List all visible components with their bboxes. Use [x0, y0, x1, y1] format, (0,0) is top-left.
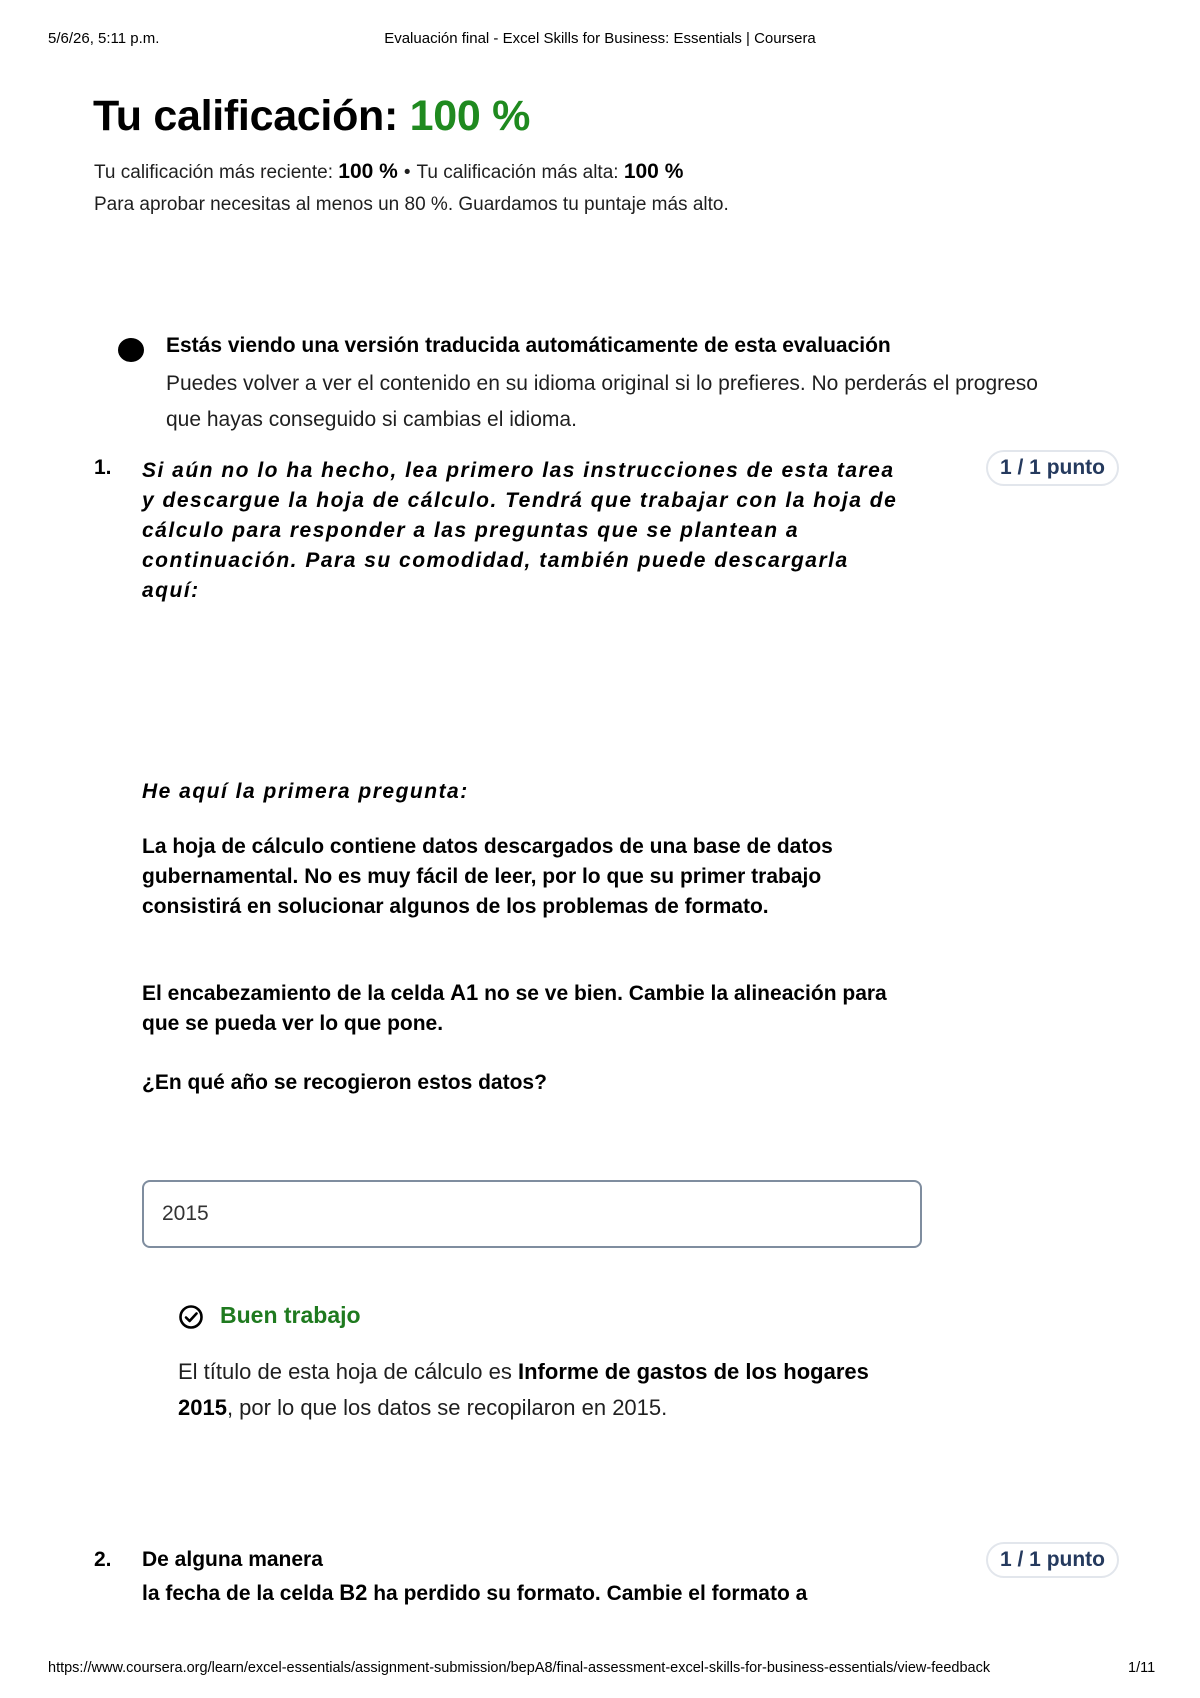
recent-grade-label: Tu calificación más reciente: [94, 162, 339, 183]
print-header [0, 30, 1200, 50]
grade-title [93, 92, 530, 141]
question-1-subheading: He aquí la primera pregunta: [142, 780, 469, 803]
feedback-prefix: El título de esta hoja de cálculo es [178, 1359, 518, 1384]
question-2-line-2 [142, 1580, 807, 1606]
feedback-body [178, 1354, 898, 1426]
answer-input[interactable] [142, 1180, 922, 1248]
paragraph-2-prefix: El encabezamiento de la celda [142, 982, 451, 1005]
highest-grade-label: Tu calificación más alta: [416, 162, 624, 183]
question-1-paragraph-1: La hoja de cálculo contiene datos descargados de una base de datos gubernamental. No es muy fácil de leer, por lo que su primer trabajo consistirá en solucionar algunos de los problemas de formato. [142, 835, 833, 918]
translation-notice-body: Puedes volver a ver el contenido en su idioma original si lo prefieres. No perderás el progreso que hayas conseguido si cambias el idioma. [166, 372, 1038, 431]
grade-value: 100 % [409, 92, 531, 140]
question-2-number: 2. [94, 1548, 112, 1571]
question-1-prompt: ¿En qué año se recogieron estos datos? [142, 1071, 547, 1094]
cell-reference-b2: B2 [339, 1580, 368, 1605]
feedback-suffix: , por lo que los datos se recopilaron en 2015. [226, 1395, 668, 1420]
grade-label: Tu calificación: [93, 92, 410, 140]
feedback-title: Buen trabajo [220, 1302, 361, 1328]
question-1-paragraph-2 [142, 978, 922, 1039]
answer-value: 2015 [162, 1202, 209, 1225]
cell-reference-a1: A1 [450, 980, 479, 1005]
print-page-title: Evaluación final - Excel Skills for Business: Essentials | Coursera [384, 30, 816, 47]
question-2-line-1: De alguna manera [142, 1548, 323, 1571]
info-dot-icon [118, 338, 144, 362]
recent-grade-value: 100 % [338, 160, 398, 183]
page-url: https://www.coursera.org/learn/excel-essentials/assignment-submission/bepA8/final-assessment-excel-skills-for-business-essentials/view-feedback [48, 1660, 991, 1676]
question-1-intro: Si aún no lo ha hecho, lea primero las instrucciones de esta tarea y descargue la hoja de cálculo. Tendrá que trabajar con la hoja de cálculo para responder a las preguntas que se plantean a continuación. Para su comodidad, también puede descargarla aquí: [142, 459, 898, 602]
pass-requirement: Para aprobar necesitas al menos un 80 %. Guardamos tu puntaje más alto. [94, 194, 729, 215]
question-2-line-2-prefix: la fecha de la celda [142, 1582, 340, 1605]
translation-notice-heading: Estás viendo una versión traducida automáticamente de esta evaluación [166, 334, 891, 357]
check-circle-icon [178, 1304, 204, 1330]
question-2-line-2-suffix: ha perdido su formato. Cambie el formato a [367, 1582, 808, 1605]
page-number: 1/11 [1128, 1660, 1156, 1676]
bullet-separator: • [403, 162, 411, 183]
highest-grade-value: 100 % [623, 160, 684, 183]
question-1-number: 1. [94, 456, 112, 479]
feedback-highlight: Informe de gastos de los hogares 2015 [178, 1359, 869, 1420]
question-2-points-badge: 1 / 1 punto [986, 1542, 1119, 1578]
grade-summary [94, 160, 683, 184]
paragraph-2-suffix: no se ve bien. Cambie la alineación para que se pueda ver lo que pone. [142, 982, 887, 1035]
print-date: 5/6/26, 5:11 p.m. [48, 30, 160, 47]
question-1-points-badge: 1 / 1 punto [986, 450, 1119, 486]
